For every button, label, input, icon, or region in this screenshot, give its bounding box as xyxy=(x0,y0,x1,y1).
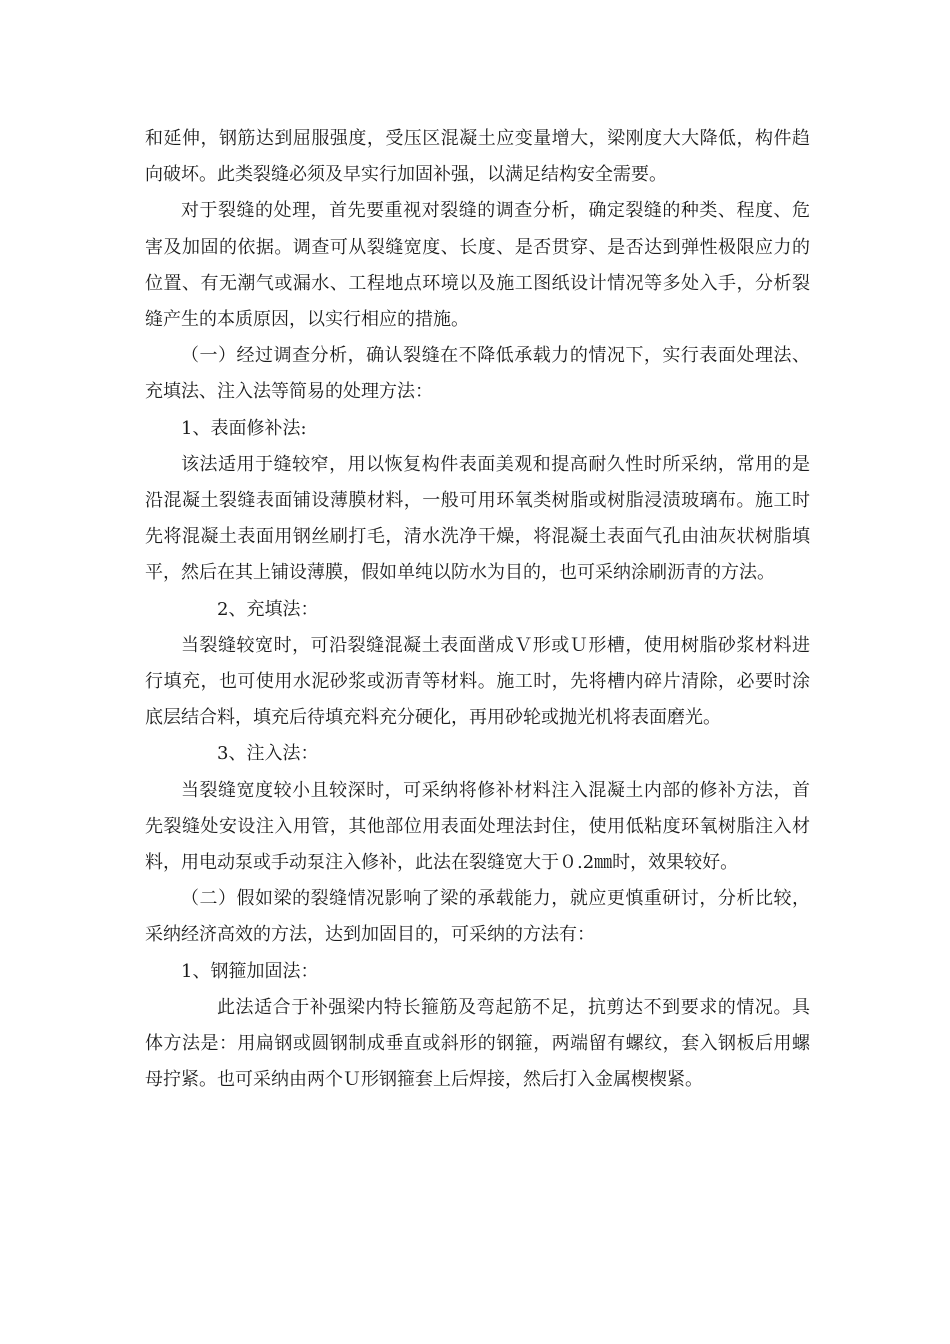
paragraph-continuation: 和延伸，钢筋达到屈服强度，受压区混凝土应变量增大，梁刚度大大降低，构件趋向破坏。此类裂缝必须及早实行加固补强，以满足结构安全需要。 xyxy=(145,128,810,186)
subheading-filling-method: 2、充填法： xyxy=(217,598,319,620)
paragraph-crack-treatment: 对于裂缝的处理，首先要重视对裂缝的调查分析，确定裂缝的种类、程度、危害及加固的依据。调查可从裂缝宽度、长度、是否贯穿、是否达到弹性极限应力的位置、有无潮气或漏水、工程地点环境以及施工图纸设计情况等多处入手，分析裂缝产生的本质原因，以实行相应的措施。 xyxy=(145,200,810,331)
document-body xyxy=(145,121,810,1098)
paragraph-filling-method: 当裂缝较宽时，可沿裂缝混凝土表面凿成Ｖ形或Ｕ形槽，使用树脂砂浆材料进行填充，也可使用水泥砂浆或沥青等材料。施工时，先将槽内碎片清除，必要时涂底层结合料，填充后待填充料充分硬化，再用砂轮或抛光机将表面磨光。 xyxy=(145,634,810,729)
paragraph-injection-method: 当裂缝宽度较小且较深时，可采纳将修补材料注入混凝土内部的修补方法，首先裂缝处安设注入用管，其他部位用表面处理法封住，使用低粘度环氧树脂注入材料，用电动泵或手动泵注入修补，此法在裂缝宽大于０.2㎜时，效果较好。 xyxy=(145,779,810,874)
paragraph-surface-repair: 该法适用于缝较窄，用以恢复构件表面美观和提高耐久性时所采纳，常用的是沿混凝土裂缝表面铺设薄膜材料，一般可用环氧类树脂或树脂浸渍玻璃布。施工时先将混凝土表面用钢丝刷打毛，清水洗净干燥，将混凝土表面气孔由油灰状树脂填平，然后在其上铺设薄膜，假如单纯以防水为目的，也可采纳涂刷沥青的方法。 xyxy=(145,453,810,584)
subheading-injection-method: 3、注入法： xyxy=(217,743,319,765)
section-heading-two: （二）假如梁的裂缝情况影响了梁的承载能力，就应更慎重研讨，分析比较，采纳经济高效的方法，达到加固目的，可采纳的方法有： xyxy=(145,888,810,946)
subheading-steel-hoop: 1、钢箍加固法： xyxy=(181,960,319,982)
subheading-surface-repair: 1、表面修补法: xyxy=(181,417,307,439)
section-heading-one: （一）经过调查分析，确认裂缝在不降低承载力的情况下，实行表面处理法、充填法、注入法等简易的处理方法： xyxy=(145,345,810,403)
paragraph-steel-hoop: 此法适合于补强梁内特长箍筋及弯起筋不足，抗剪达不到要求的情况。具体方法是：用扁钢或圆钢制成垂直或斜形的钢箍，两端留有螺纹，套入钢板后用螺母拧紧。也可采纳由两个Ｕ形钢箍套上后焊接，然后打入金属楔楔紧。 xyxy=(145,996,810,1091)
